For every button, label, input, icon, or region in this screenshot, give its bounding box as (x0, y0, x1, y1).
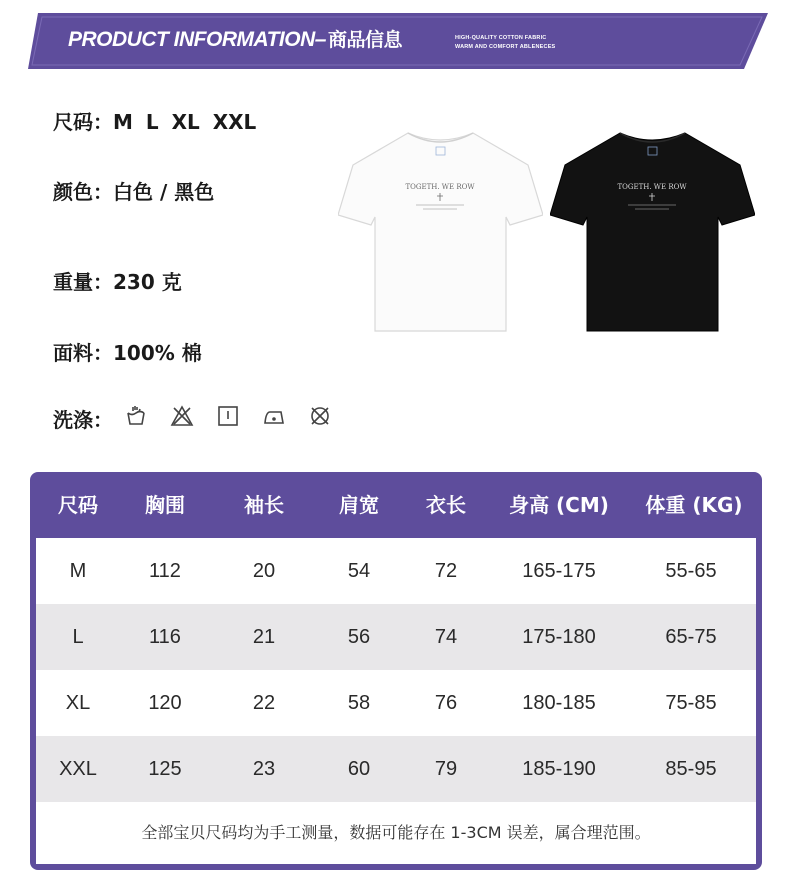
product-info-banner (28, 13, 768, 69)
header-shoulder: 肩宽 (339, 493, 379, 517)
size-table (30, 472, 762, 870)
table-row (36, 538, 756, 604)
fabric-label: 面料： (53, 341, 113, 365)
size-table-body (36, 538, 756, 864)
info-weight (53, 266, 182, 295)
black-tshirt-image (550, 125, 755, 335)
color-value: 白色 / 黑色 (113, 180, 215, 204)
care-icons (124, 404, 332, 428)
table-cell: 23 (252, 758, 276, 780)
table-cell: 58 (347, 692, 371, 714)
table-cell: 65-75 (665, 626, 717, 648)
table-cell: 76 (434, 692, 458, 714)
info-fabric (53, 337, 202, 366)
do-not-bleach-icon (170, 404, 194, 428)
weight-label: 重量： (53, 270, 113, 294)
table-cell: 60 (347, 758, 371, 780)
table-cell: 72 (434, 560, 458, 582)
table-cell: 120 (148, 692, 182, 714)
table-cell: 54 (347, 560, 371, 582)
size-value: M L XL XXL (113, 110, 257, 134)
table-cell: 185-190 (522, 758, 596, 780)
banner-title (68, 25, 402, 52)
table-cell: 20 (252, 560, 276, 582)
banner-subtitle-line1: HIGH-QUALITY COTTON FABRIC (455, 35, 547, 41)
header-sleeve: 袖长 (244, 493, 284, 517)
iron-icon (262, 404, 286, 428)
table-cell: 85-95 (665, 758, 717, 780)
table-cell: 165-175 (522, 560, 596, 582)
color-label: 颜色： (53, 180, 113, 204)
table-cell: 56 (347, 626, 371, 648)
weight-value: 230 克 (113, 270, 182, 294)
table-cell: 116 (149, 626, 181, 648)
header-length: 衣长 (426, 493, 466, 517)
hand-wash-icon (124, 404, 148, 428)
table-cell: 125 (148, 758, 182, 780)
table-cell: XL (65, 692, 91, 714)
white-tshirt-print: TOGETH. WE ROW (405, 183, 475, 191)
black-tshirt-print: TOGETH. WE ROW (617, 183, 687, 191)
table-cell: M (69, 560, 87, 582)
do-not-dry-clean-icon (308, 404, 332, 428)
table-cell: 175-180 (522, 626, 596, 648)
table-cell: 55-65 (665, 560, 717, 582)
table-cell: 75-85 (665, 692, 717, 714)
table-row (36, 670, 756, 736)
table-cell: 74 (434, 626, 458, 648)
header-height: 身高 (CM) (509, 493, 609, 517)
table-cell: L (72, 626, 84, 648)
measurement-note: 全部宝贝尺码均为手工测量，数据可能存在 1-3CM 误差，属合理范围。 (141, 823, 651, 842)
table-cell: 21 (252, 626, 276, 648)
info-wash (53, 404, 113, 433)
white-tshirt-image (338, 125, 543, 335)
table-cell: 180-185 (522, 692, 596, 714)
size-table-header (30, 472, 762, 538)
info-color (53, 176, 214, 205)
banner-title-en: PRODUCT INFORMATION– (68, 28, 326, 51)
header-weight: 体重 (KG) (645, 493, 743, 517)
table-cell: 79 (434, 758, 458, 780)
header-size: 尺码 (58, 493, 98, 517)
product-images (338, 125, 758, 340)
table-cell: 22 (252, 692, 276, 714)
table-cell: 112 (149, 560, 181, 582)
size-label: 尺码： (53, 110, 113, 134)
banner-title-cn: 商品信息 (327, 29, 402, 51)
fabric-value: 100% 棉 (113, 341, 202, 365)
header-chest: 胸围 (145, 493, 185, 517)
table-cell: XXL (59, 758, 97, 780)
wash-label: 洗涤： (53, 408, 113, 432)
banner-subtitle-line2: WARM AND COMFORT ABLENECES (455, 44, 556, 50)
info-size (53, 106, 256, 135)
table-row (36, 604, 756, 670)
table-row (36, 736, 756, 802)
banner-subtitle (455, 34, 555, 52)
tumble-dry-icon (216, 404, 240, 428)
